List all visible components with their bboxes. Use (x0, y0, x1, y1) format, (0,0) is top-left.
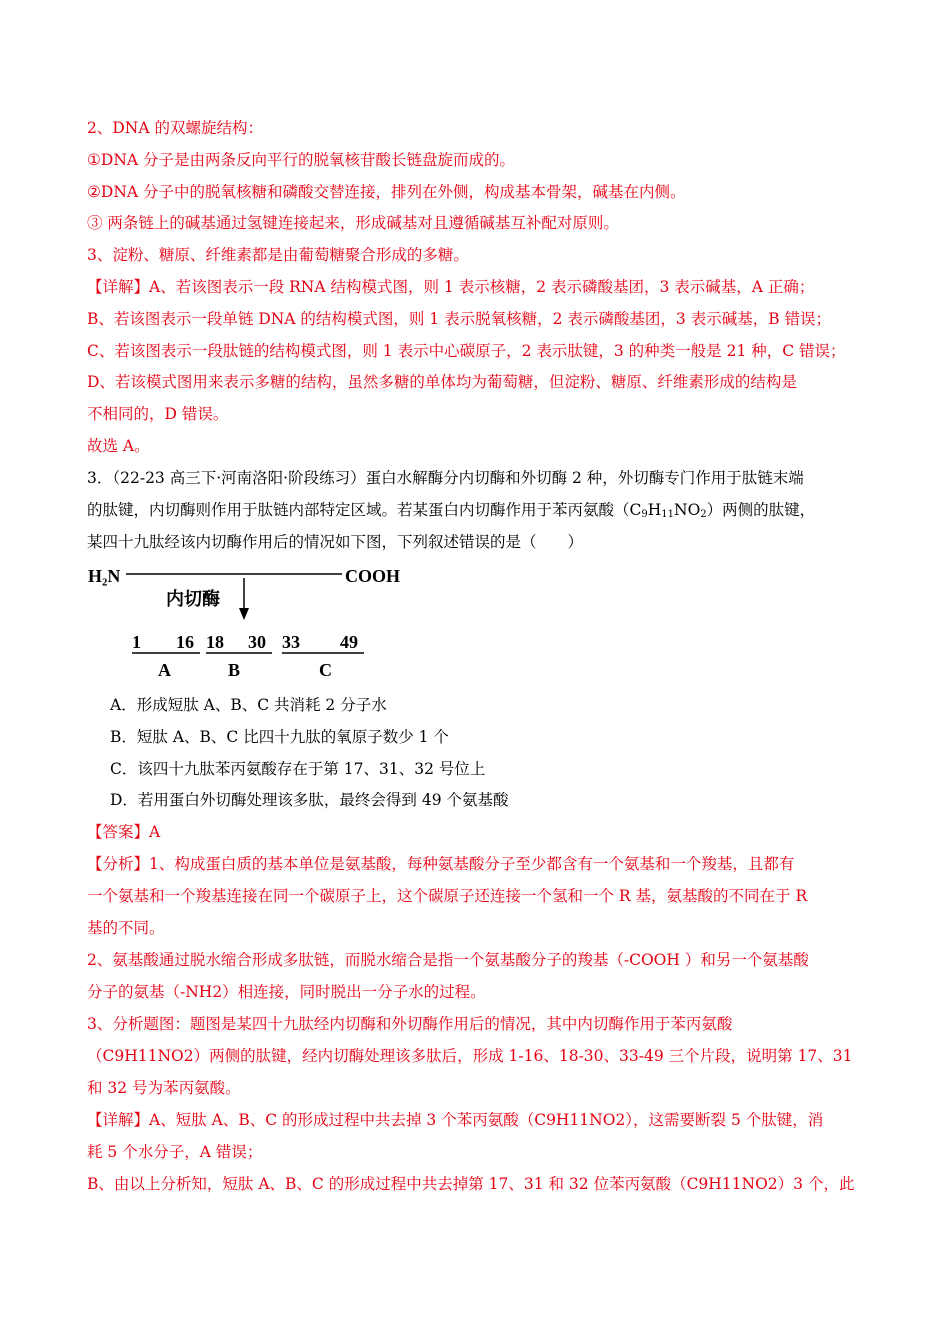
analysis-line: 【详解】A、短肽 A、B、C 的形成过程中共去掉 3 个苯丙氨酸（C9H11NO2），这需要断裂 5 个肽键，消 (87, 1111, 824, 1129)
option-d: D．若用蛋白外切酶处理该多肽，最终会得到 49 个氨基酸 (110, 791, 509, 809)
analysis-line: 2、氨基酸通过脱水缩合形成多肽链，而脱水缩合是指一个氨基酸分子的羧基（-COOH ）和另一个氨基酸 (87, 951, 809, 969)
text-line: ①DNA 分子是由两条反向平行的脱氧核苷酸长链盘旋而成的。 (87, 151, 516, 169)
segment-b-end: 30 (248, 632, 266, 652)
text-line: 不相同的，D 错误。 (87, 405, 229, 423)
analysis-line: 基的不同。 (87, 919, 165, 937)
text-line: 【详解】A、若该图表示一段 RNA 结构模式图，则 1 表示核糖，2 表示磷酸基团，3 表示碱基，A 正确； (87, 278, 815, 296)
text-line: 故选 A。 (87, 437, 150, 455)
carboxyl-terminus-label: COOH (345, 566, 401, 586)
option-a: A．形成短肽 A、B、C 共消耗 2 分子水 (110, 696, 387, 714)
analysis-line: 一个氨基和一个羧基连接在同一个碳原子上，这个碳原子还连接一个氢和一个 R 基，氨基酸的不同在于 R (87, 887, 808, 905)
answer-line: 【答案】A (87, 823, 161, 841)
text-line: B、若该图表示一段单链 DNA 的结构模式图，则 1 表示脱氧核糖，2 表示磷酸基团，3 表示碱基，B 错误； (87, 310, 832, 328)
arrow-down-icon (239, 608, 249, 620)
text-line: 2、DNA 的双螺旋结构： (87, 119, 263, 137)
segment-a-label: A (158, 660, 171, 680)
segment-c-label: C (319, 660, 332, 680)
analysis-line: B、由以上分析知，短肽 A、B、C 的形成过程中共去掉第 17、31 和 32 位苯丙氨酸（C9H11NO2）3 个，此 (87, 1175, 855, 1193)
option-b: B．短肽 A、B、C 比四十九肽的氧原子数少 1 个 (110, 728, 449, 746)
question-line: 某四十九肽经该内切酶作用后的情况如下图，下列叙述错误的是（ ） (87, 533, 584, 551)
question-line: 3．（22-23 高三下·河南洛阳·阶段练习）蛋白水解酶分内切酶和外切酶 2 种，外切酶专门作用于肽链末端 (87, 469, 804, 487)
analysis-line: 【分析】1、构成蛋白质的基本单位是氨基酸，每种氨基酸分子至少都含有一个氨基和一个羧基，且都有 (87, 855, 795, 873)
text-line: C、若该图表示一段肽链的结构模式图，则 1 表示中心碳原子，2 表示肽键，3 的种类一般是 21 种，C 错误； (87, 342, 846, 360)
text-line: ②DNA 分子中的脱氧核糖和磷酸交替连接，排列在外侧，构成基本骨架，碱基在内侧。 (87, 183, 686, 201)
peptide-diagram (86, 558, 426, 688)
text-line: 3、淀粉、糖原、纤维素都是由葡萄糖聚合形成的多糖。 (87, 246, 469, 264)
segment-b-label: B (228, 660, 241, 680)
option-c: C．该四十九肽苯丙氨酸存在于第 17、31、32 号位上 (110, 760, 486, 778)
text-line: D、若该模式图用来表示多糖的结构，虽然多糖的单体均为葡萄糖，但淀粉、糖原、纤维素形成的结构是 (87, 373, 797, 391)
question-line: 的肽键，内切酶则作用于肽链内部特定区域。若某蛋白内切酶作用于苯丙氨酸$(C_9H_{11}NO_2)$两侧的肽键， (87, 501, 816, 520)
segment-a-end: 16 (176, 632, 194, 652)
amino-terminus-label: H₂N (88, 566, 121, 586)
segment-c-start: 33 (282, 632, 300, 652)
analysis-line: 和 32 号为苯丙氨酸。 (87, 1079, 241, 1097)
analysis-line: 分子的氨基（-NH2）相连接，同时脱出一分子水的过程。 (87, 983, 486, 1001)
text-line: ③ 两条链上的碱基通过氢键连接起来，形成碱基对且遵循碱基互补配对原则。 (87, 214, 619, 232)
analysis-line: 3、分析题图：题图是某四十九肽经内切酶和外切酶作用后的情况，其中内切酶作用于苯丙氨酸 (87, 1015, 733, 1033)
analysis-line: 耗 5 个水分子，A 错误； (87, 1143, 263, 1161)
segment-a-start: 1 (132, 632, 141, 652)
segment-b-start: 18 (206, 632, 224, 652)
enzyme-label: 内切酶 (166, 589, 220, 609)
segment-c-end: 49 (340, 632, 358, 652)
analysis-line: （C9H11NO2）两侧的肽键，经内切酶处理该多肽后，形成 1-16、18-30、33-49 三个片段，说明第 17、31 (87, 1047, 853, 1065)
